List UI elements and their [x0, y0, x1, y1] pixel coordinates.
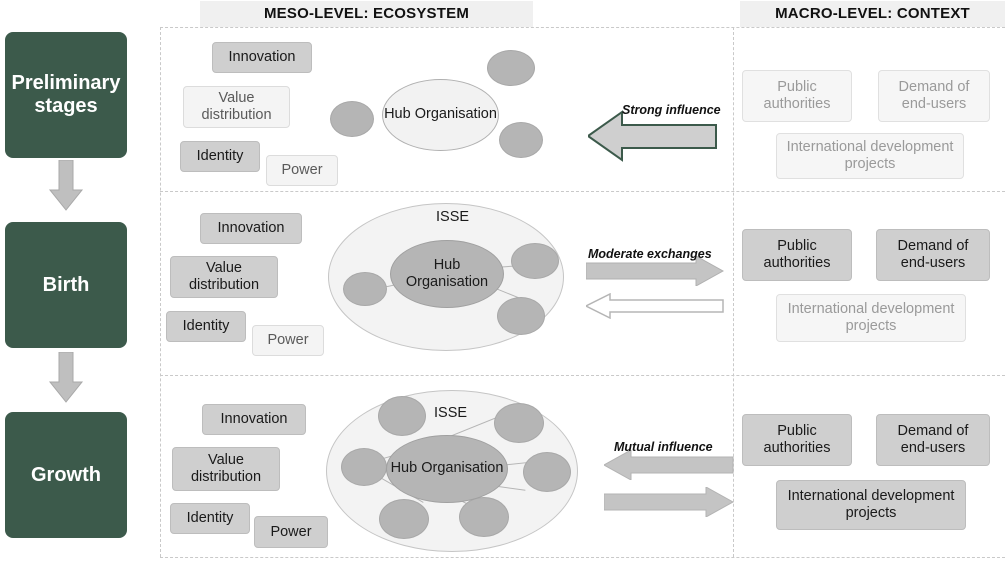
hub-organisation: [390, 240, 504, 308]
separator-row-1: [160, 191, 1005, 192]
tag-identity: Identity: [170, 503, 250, 534]
influence-arrow-left: [588, 110, 718, 162]
meso-level-header: MESO-LEVEL: ECOSYSTEM: [200, 1, 533, 27]
down-arrow-icon: [48, 352, 84, 404]
hub-organisation-label: Hub Organisation: [384, 106, 497, 123]
macro-tag-public-authorities: Public authorities: [742, 229, 852, 281]
tag-power: Power: [266, 155, 338, 186]
ecosystem-node: [459, 497, 509, 537]
ecosystem-node: [511, 243, 559, 279]
hub-organisation: [386, 435, 508, 503]
ecosystem-node: [343, 272, 387, 306]
tag-power: Power: [254, 516, 328, 548]
macro-tag-public-authorities: Public authorities: [742, 70, 852, 122]
separator-bottom: [160, 557, 1005, 558]
stage-box-growth: Growth: [5, 412, 127, 538]
influence-arrow-right: [604, 487, 734, 517]
separator-vertical-left: [160, 27, 161, 557]
hub-organisation-label: Hub Organisation: [405, 256, 489, 290]
arrow-label-moderate-exchanges: Moderate exchanges: [588, 247, 712, 261]
ecosystem-node: [499, 122, 543, 158]
tag-value-distribution: Value distribution: [172, 447, 280, 491]
macro-tag-demand-end-users: Demand of end-users: [876, 414, 990, 466]
tag-power: Power: [252, 325, 324, 356]
separator-row-2: [160, 375, 1005, 376]
ecosystem-node: [523, 452, 571, 492]
macro-tag-international-development-projects: International development projects: [776, 294, 966, 342]
influence-arrow-left: [604, 450, 734, 480]
isse-label: ISSE: [436, 209, 470, 225]
down-arrow-icon: [48, 160, 84, 212]
stage-box-preliminary: Preliminary stages: [5, 32, 127, 158]
macro-tag-public-authorities: Public authorities: [742, 414, 852, 466]
isse-label: ISSE: [434, 405, 468, 421]
influence-arrow-left: [586, 293, 724, 319]
macro-tag-international-development-projects: International development projects: [776, 480, 966, 530]
tag-innovation: Innovation: [212, 42, 312, 73]
macro-tag-demand-end-users: Demand of end-users: [876, 229, 990, 281]
arrow-label-strong-influence: Strong influence: [622, 103, 721, 117]
ecosystem-node: [487, 50, 535, 86]
macro-tag-international-development-projects: International development projects: [776, 133, 964, 179]
ecosystem-node: [330, 101, 374, 137]
ecosystem-node: [497, 297, 545, 335]
stage-box-birth: Birth: [5, 222, 127, 348]
tag-value-distribution: Value distribution: [183, 86, 290, 128]
tag-value-distribution: Value distribution: [170, 256, 278, 298]
macro-level-header: MACRO-LEVEL: CONTEXT: [740, 1, 1005, 27]
ecosystem-node: [494, 403, 544, 443]
tag-innovation: Innovation: [202, 404, 306, 435]
hub-organisation-label: Hub Organisation: [390, 460, 504, 477]
tag-identity: Identity: [166, 311, 246, 342]
tag-innovation: Innovation: [200, 213, 302, 244]
arrow-label-mutual-influence: Mutual influence: [614, 440, 713, 454]
macro-tag-demand-end-users: Demand of end-users: [878, 70, 990, 122]
ecosystem-node: [378, 396, 426, 436]
tag-identity: Identity: [180, 141, 260, 172]
hub-organisation: [382, 79, 499, 151]
ecosystem-node: [379, 499, 429, 539]
separator-top: [160, 27, 1005, 28]
ecosystem-node: [341, 448, 387, 486]
